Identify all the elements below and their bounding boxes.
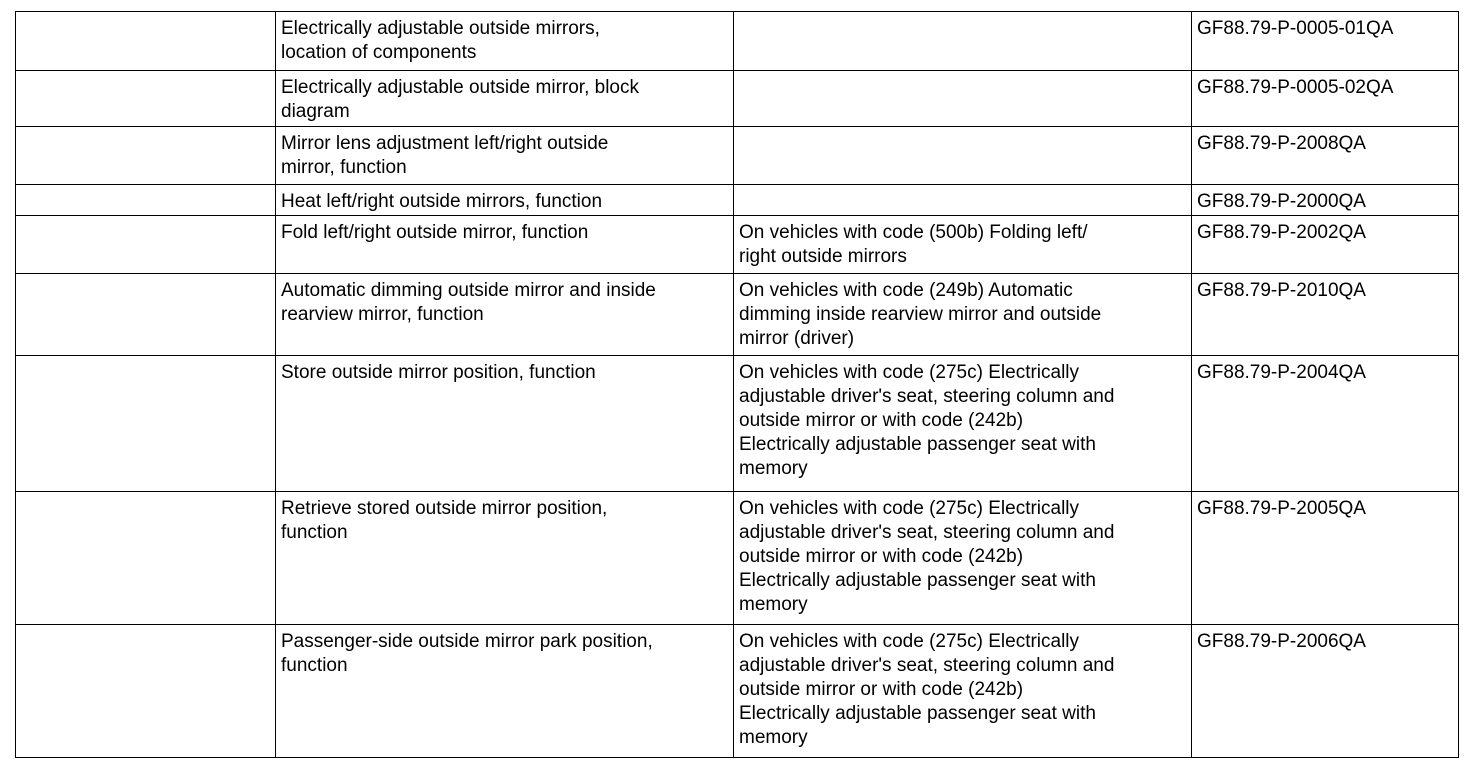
document-title-cell [276,625,734,758]
table-row [16,71,1459,127]
document-code-cell [1192,274,1459,356]
table-row [16,12,1459,71]
table-row [16,625,1459,758]
condition-text: On vehicles with code (275c) Electrically adjustable driver's seat, steering column and outside mirror or with code (242b) Electrically adjustable passenger seat with memory [739,498,1115,615]
condition-cell [734,12,1192,71]
document-title: Fold left/right outside mirror, function [281,222,589,243]
document-code-cell [1192,356,1459,492]
document-title-cell [276,492,734,625]
document-title-cell [276,216,734,274]
document-title: Retrieve stored outside mirror position, function [281,498,608,543]
row-label-cell [16,625,276,758]
condition-text: On vehicles with code (249b) Automatic dimming inside rearview mirror and outside mirror (driver) [739,280,1102,349]
condition-text: On vehicles with code (275c) Electrically adjustable driver's seat, steering column and outside mirror or with code (242b) Electrically adjustable passenger seat with memory [739,631,1115,748]
condition-cell [734,71,1192,127]
row-label-cell [16,185,276,216]
document-table [15,11,1459,758]
document-title-cell [276,127,734,185]
document-title: Automatic dimming outside mirror and inside rearview mirror, function [281,280,656,325]
row-label-cell [16,127,276,185]
row-label-cell [16,71,276,127]
document-code: GF88.79-P-0005-02QA [1197,77,1394,98]
row-label-cell [16,492,276,625]
document-title-cell [276,356,734,492]
table-row [16,492,1459,625]
document-title-cell [276,71,734,127]
document-code-cell [1192,185,1459,216]
document-title-cell [276,12,734,71]
document-title-cell [276,274,734,356]
table-row [16,216,1459,274]
condition-text: On vehicles with code (500b) Folding left/ right outside mirrors [739,222,1088,267]
condition-cell [734,492,1192,625]
document-code-cell [1192,12,1459,71]
document-title: Passenger-side outside mirror park position, function [281,631,653,676]
table-row [16,274,1459,356]
document-code: GF88.79-P-2008QA [1197,133,1366,154]
row-label-cell [16,216,276,274]
document-title-cell [276,185,734,216]
document-code: GF88.79-P-2004QA [1197,362,1366,383]
row-label-cell [16,356,276,492]
table-row [16,127,1459,185]
document-code: GF88.79-P-2006QA [1197,631,1366,652]
row-label-cell [16,12,276,71]
row-label-cell [16,274,276,356]
condition-cell [734,356,1192,492]
document-title: Electrically adjustable outside mirror, block diagram [281,77,639,122]
document-code-cell [1192,127,1459,185]
document-code-cell [1192,216,1459,274]
document-title: Store outside mirror position, function [281,362,596,383]
document-title: Electrically adjustable outside mirrors, location of components [281,18,600,63]
table-row [16,356,1459,492]
document-title: Heat left/right outside mirrors, function [281,191,603,212]
condition-cell [734,274,1192,356]
document-code: GF88.79-P-2000QA [1197,191,1366,212]
document-code: GF88.79-P-2005QA [1197,498,1366,519]
document-code-cell [1192,71,1459,127]
condition-cell [734,625,1192,758]
document-code: GF88.79-P-0005-01QA [1197,18,1394,39]
condition-cell [734,185,1192,216]
condition-text: On vehicles with code (275c) Electrically adjustable driver's seat, steering column and outside mirror or with code (242b) Electrically adjustable passenger seat with memory [739,362,1115,479]
table-row [16,185,1459,216]
document-code-cell [1192,492,1459,625]
document-title: Mirror lens adjustment left/right outside mirror, function [281,133,609,178]
condition-cell [734,127,1192,185]
document-code-cell [1192,625,1459,758]
document-code: GF88.79-P-2002QA [1197,222,1366,243]
document-code: GF88.79-P-2010QA [1197,280,1366,301]
condition-cell [734,216,1192,274]
